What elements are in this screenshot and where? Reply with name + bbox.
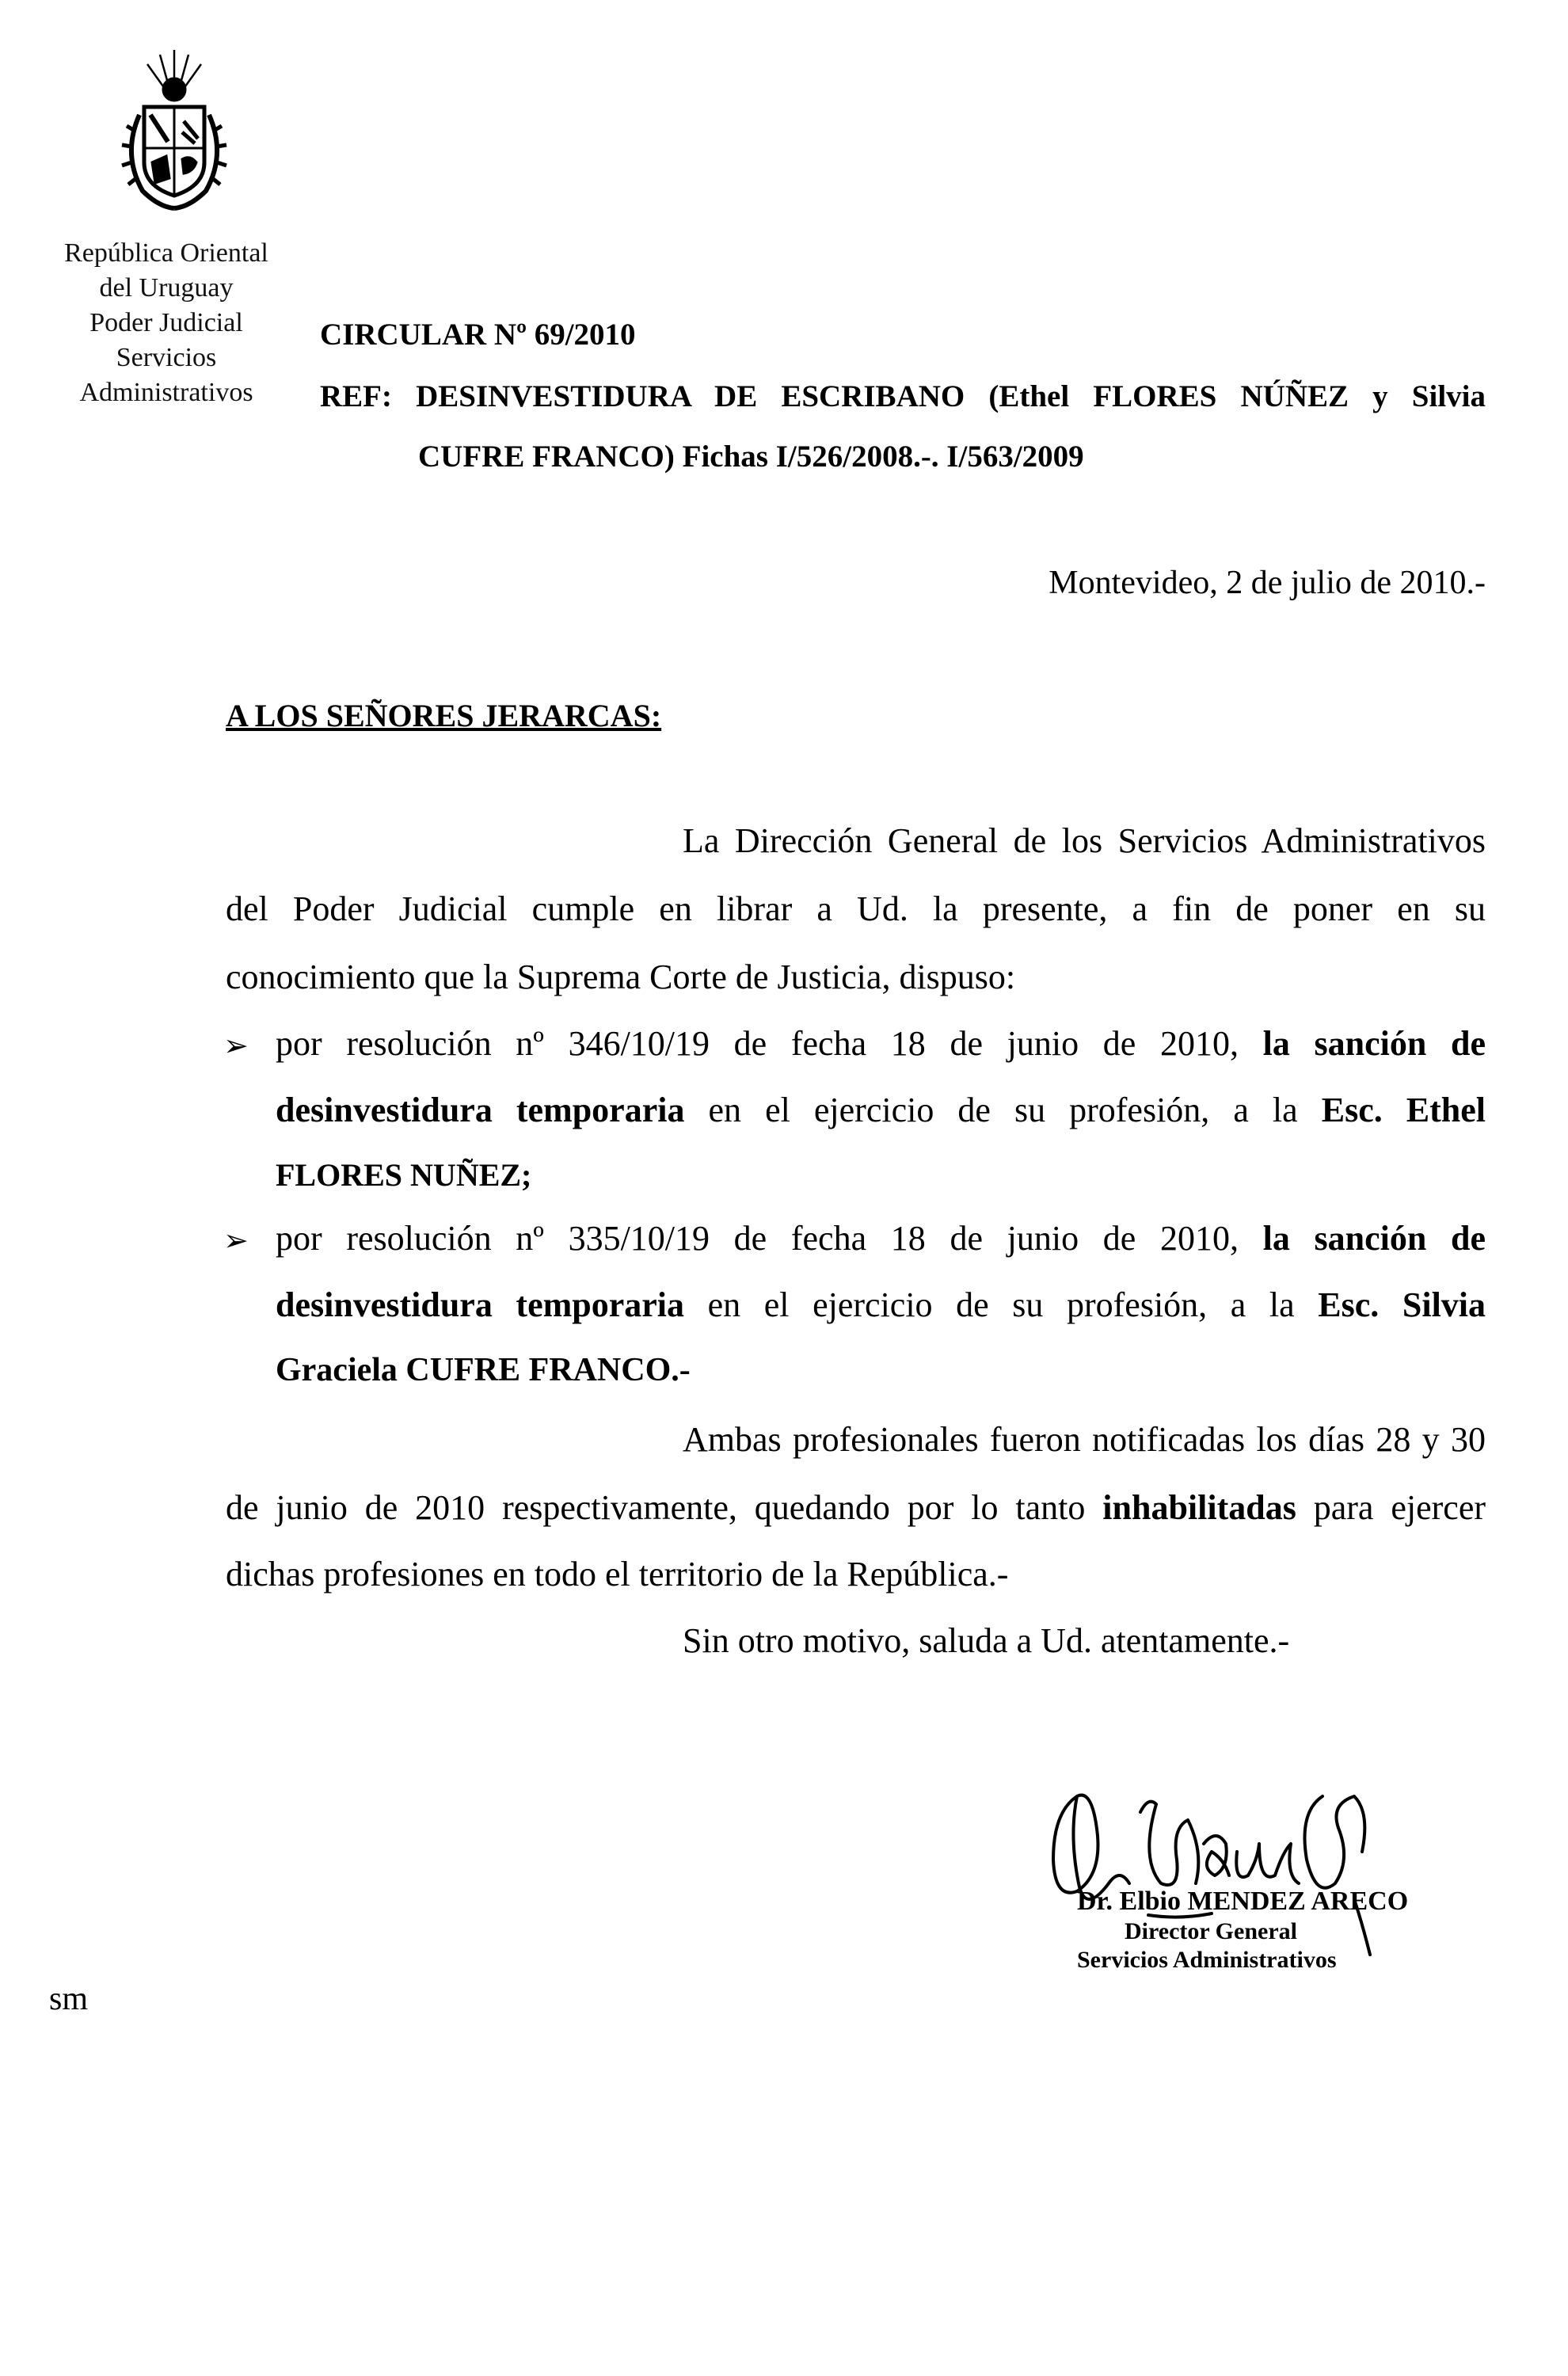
bullet-1-sanction-text: la sanción de — [1262, 1024, 1486, 1063]
bullet-2-profession-text: en el ejercicio de su profesión, a la — [707, 1285, 1295, 1324]
org-line: Servicios — [116, 343, 217, 372]
org-line: del Uruguay — [99, 273, 234, 303]
bullet-2-sanction-text: la sanción de — [1262, 1219, 1486, 1258]
typist-initials: sm — [49, 1981, 89, 2017]
bullet-1-desinvestidura: desinvestidura temporaria — [276, 1091, 685, 1129]
bullet-1-line-1 — [276, 1023, 1486, 1064]
bullet-2-line-1 — [276, 1218, 1486, 1258]
bullet-2-line-2 — [276, 1285, 1486, 1325]
salutation: A LOS SEÑORES JERARCAS: — [226, 698, 662, 733]
bullet-1-resolution-text: por resolución nº 346/10/19 de fecha 18 de junio de 2010, — [276, 1024, 1239, 1063]
signatory-title: Director General — [1125, 1918, 1297, 1944]
reference-line-2: CUFRE FRANCO) Fichas I/526/2008.-. I/563/2009 — [418, 440, 1084, 474]
paragraph-2-text-b: para ejercer — [1313, 1488, 1486, 1527]
paragraph-2-text-a: de junio de 2010 respectivamente, quedando por lo tanto — [226, 1488, 1086, 1527]
paragraph-1-line-3: conocimiento que la Suprema Corte de Justicia, dispuso: — [226, 958, 1016, 996]
org-line: Poder Judicial — [89, 308, 243, 337]
bullet-2-line-3: Graciela CUFRE FRANCO.- — [276, 1352, 691, 1388]
coat-of-arms-icon — [111, 44, 238, 218]
signatory-department: Servicios Administrativos — [1077, 1947, 1337, 1973]
paragraph-2-line-2 — [226, 1487, 1486, 1528]
document-date: Montevideo, 2 de julio de 2010.- — [1049, 565, 1486, 601]
arrowhead-bullet-icon: ➢ — [223, 1223, 249, 1258]
signatory-name: Dr. Elbio MENDEZ ARECO — [1077, 1887, 1409, 1916]
bullet-1-line-2 — [276, 1090, 1486, 1130]
bullet-1-line-3: FLORES NUÑEZ; — [276, 1157, 532, 1193]
circular-number: CIRCULAR Nº 69/2010 — [320, 318, 636, 352]
org-line: Administrativos — [79, 378, 253, 407]
reference-line-1: REF: DESINVESTIDURA DE ESCRIBANO (Ethel FLORES NÚÑEZ y Silvia — [320, 379, 1486, 413]
issuing-organization — [48, 236, 285, 410]
paragraph-1-line-2: del Poder Judicial cumple en librar a Ud. la presente, a fin de poner en su — [226, 889, 1486, 928]
paragraph-2-line-1: Ambas profesionales fueron notificadas los días 28 y 30 — [683, 1420, 1486, 1459]
org-line: República Oriental — [64, 238, 268, 268]
paragraph-2-line-3: dichas profesiones en todo el territorio de la República.- — [226, 1555, 1009, 1594]
bullet-1-esc-name: Esc. Ethel — [1321, 1091, 1486, 1129]
paragraph-1-line-1: La Dirección General de los Servicios Administrativos — [683, 821, 1486, 860]
paragraph-2-inhabilitadas: inhabilitadas — [1102, 1488, 1296, 1527]
bullet-2-desinvestidura: desinvestidura temporaria — [276, 1285, 685, 1324]
bullet-2-esc-name: Esc. Silvia — [1318, 1285, 1486, 1324]
closing-line: Sin otro motivo, saluda a Ud. atentamente.- — [683, 1621, 1290, 1660]
arrowhead-bullet-icon: ➢ — [223, 1028, 249, 1063]
bullet-1-profession-text: en el ejercicio de su profesión, a la — [708, 1091, 1298, 1129]
bullet-2-resolution-text: por resolución nº 335/10/19 de fecha 18 de junio de 2010, — [276, 1219, 1239, 1258]
